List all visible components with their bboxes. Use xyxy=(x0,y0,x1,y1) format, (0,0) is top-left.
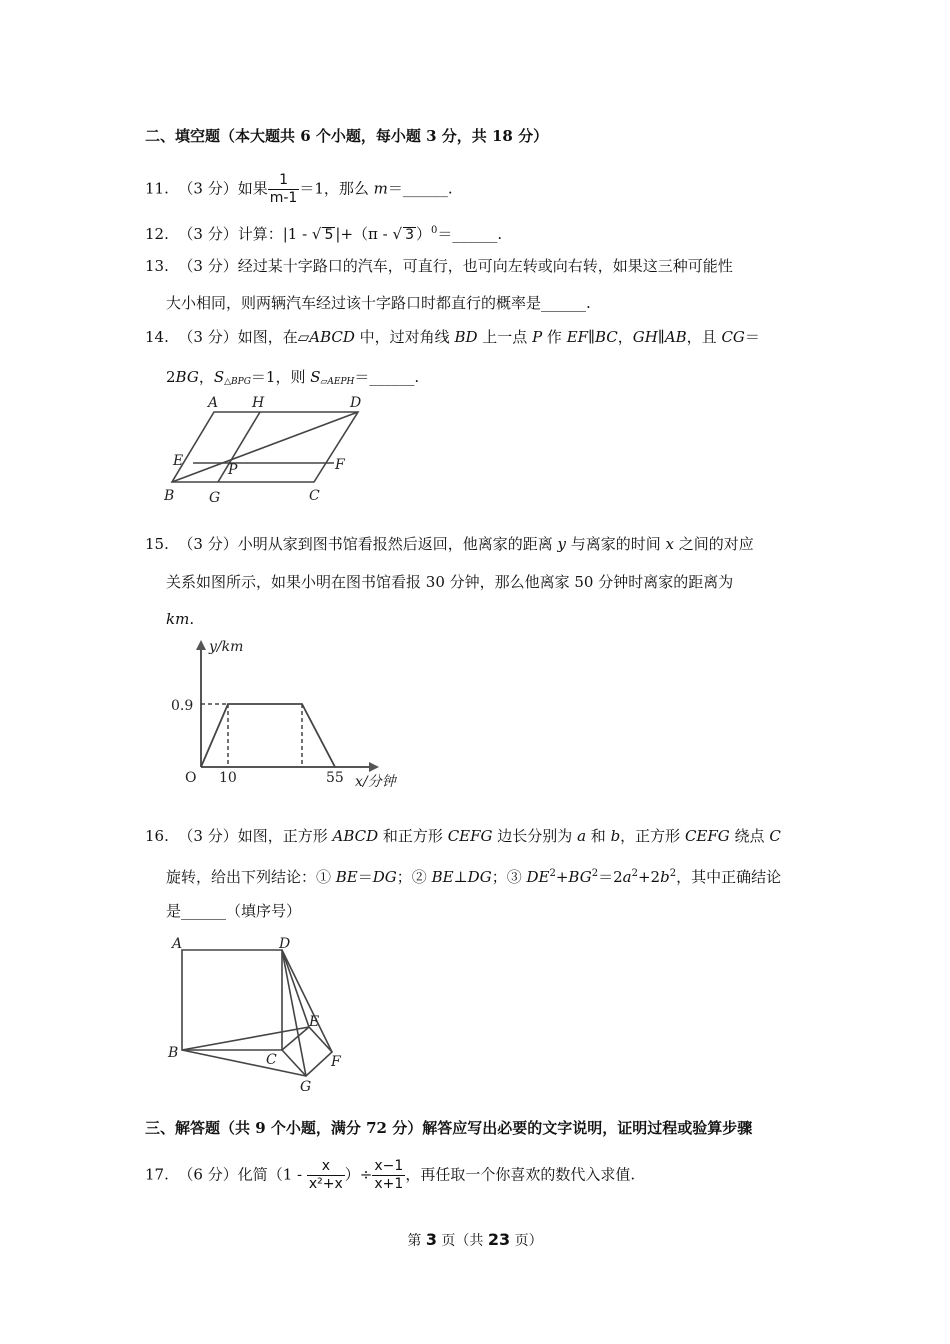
question-text: 中，过对角线 xyxy=(354,328,455,346)
question-text: ， xyxy=(617,328,633,346)
footer-text: 页（共 xyxy=(436,1233,488,1249)
question-text: 之间的对应 xyxy=(674,535,754,553)
question-text: + xyxy=(555,868,569,886)
squares-figure xyxy=(162,930,352,1098)
question-text: ＝ xyxy=(357,868,373,886)
question-number: 12. xyxy=(145,225,169,243)
distance-time-graph xyxy=(165,636,410,794)
question-16 xyxy=(145,826,781,846)
question-text: ，再任取一个你喜欢的数代入求值. xyxy=(405,1165,636,1184)
question-number: 11. xyxy=(145,179,169,198)
segment-de xyxy=(282,950,309,1027)
footer-text: 第 xyxy=(407,1233,426,1249)
question-text: （3 分）计算：|1 - xyxy=(178,225,312,243)
segment-be xyxy=(182,1027,309,1050)
fraction-denominator: x²+x xyxy=(308,1176,343,1192)
question-text: ， xyxy=(198,368,214,386)
point-label: C xyxy=(309,488,320,504)
question-text: ＝1，那么 xyxy=(299,179,374,198)
exponent: 2 xyxy=(591,868,599,879)
point-label: A xyxy=(172,936,183,952)
point-label: D xyxy=(350,395,362,411)
question-text: 上一点 xyxy=(477,328,533,346)
question-text: ＝1，则 xyxy=(250,368,311,386)
question-16-line-3: 是______（填序号） xyxy=(166,902,302,920)
question-text: 和 xyxy=(586,827,611,845)
math-term: DE xyxy=(526,868,550,886)
fraction-numerator: x−1 xyxy=(374,1158,404,1174)
math-term: BE xyxy=(431,868,454,886)
exponent: 0 xyxy=(431,225,438,236)
answer-blank: ＝______. xyxy=(354,368,420,386)
question-14 xyxy=(145,327,760,347)
question-text: 作 xyxy=(542,328,567,346)
math-term: a xyxy=(577,827,587,845)
total-pages: 23 xyxy=(487,1230,511,1249)
footer-text: 页） xyxy=(510,1233,543,1249)
y-tick-label: 0.9 xyxy=(171,698,194,714)
question-15 xyxy=(145,534,754,554)
parallelogram-figure xyxy=(160,392,370,510)
math-term: DG xyxy=(467,868,492,886)
question-number: 15. xyxy=(145,535,169,553)
answer-blank: ＝______. xyxy=(437,225,503,243)
math-term: b xyxy=(660,868,670,886)
question-14-line-2 xyxy=(166,367,419,392)
question-text: （3 分）小明从家到图书馆看报然后返回，他离家的距离 xyxy=(178,535,558,553)
question-13-line-2: 大小相同，则两辆汽车经过该十字路口时都直行的概率是______. xyxy=(166,294,591,312)
question-text: 边长分别为 xyxy=(492,827,578,845)
point-label: D xyxy=(279,936,291,952)
distance-curve xyxy=(201,704,335,767)
math-term: ABCD xyxy=(332,827,379,845)
question-text: ∥ xyxy=(657,328,665,346)
point-label: B xyxy=(164,488,175,504)
fraction-numerator: 1 xyxy=(268,172,300,190)
exponent: 2 xyxy=(631,868,638,879)
fraction xyxy=(372,1158,405,1193)
exponent: 2 xyxy=(549,868,556,879)
math-term: BG xyxy=(175,368,199,386)
question-17 xyxy=(145,1158,635,1193)
question-text: （3 分）如果 xyxy=(178,179,268,198)
math-term: CEFG xyxy=(447,827,493,845)
point-label: B xyxy=(168,1045,179,1061)
question-12 xyxy=(145,221,502,244)
radicand: 5 xyxy=(324,227,334,243)
math-term: CG xyxy=(721,328,745,346)
origin-label: O xyxy=(185,770,197,786)
math-term: C xyxy=(769,827,781,845)
math-term: BG xyxy=(568,868,592,886)
segment-df xyxy=(282,950,332,1052)
math-term: S xyxy=(213,368,225,386)
math-term: a xyxy=(622,868,632,886)
math-term: y xyxy=(557,535,566,553)
x-axis-label: x/分钟 xyxy=(355,774,396,790)
math-term: GH xyxy=(632,328,658,346)
point-label: F xyxy=(335,457,345,473)
question-text: ，其中正确结论 xyxy=(676,868,782,886)
math-term: BD xyxy=(454,328,478,346)
question-text: 绕点 xyxy=(729,827,770,845)
point-label: E xyxy=(309,1014,320,1030)
question-11 xyxy=(145,172,453,207)
fraction xyxy=(268,172,300,207)
variable: m xyxy=(373,179,388,198)
square-cefg xyxy=(282,1027,332,1076)
question-number: 16. xyxy=(145,827,169,845)
question-text: ，且 xyxy=(686,328,722,346)
point-label: F xyxy=(331,1054,341,1070)
point-label: E xyxy=(173,453,184,469)
math-term: EF xyxy=(566,328,589,346)
x-axis-arrow-icon xyxy=(369,762,379,772)
segment-bg xyxy=(182,1050,306,1076)
question-text: ，正方形 xyxy=(620,827,685,845)
question-text: （3 分）如图，在▱ xyxy=(178,328,310,346)
radicand: 3 xyxy=(405,227,414,243)
question-text: ） xyxy=(415,225,431,243)
question-text: ；③ xyxy=(491,868,527,886)
point-label: H xyxy=(252,395,265,411)
math-term: DG xyxy=(372,868,397,886)
math-term: P xyxy=(532,328,543,346)
page-number: 3 xyxy=(425,1230,437,1249)
question-text: （3 分）如图，正方形 xyxy=(178,827,333,845)
point-label: C xyxy=(266,1052,277,1068)
point-label: A xyxy=(208,395,219,411)
radical-sign: √ xyxy=(311,225,322,243)
math-term: BE xyxy=(335,868,358,886)
question-text: 旋转，给出下列结论：① xyxy=(166,868,336,886)
question-text: ∥ xyxy=(588,328,595,346)
subscript: ▱AEPH xyxy=(320,377,355,387)
point-label: P xyxy=(228,462,238,478)
question-text: （6 分）化简（1 - xyxy=(178,1165,307,1184)
question-number: 17. xyxy=(145,1165,169,1184)
question-text: ＝ xyxy=(744,328,760,346)
question-15-line-2: 关系如图所示，如果小明在图书馆看报 30 分钟，那么他离家 50 分钟时离家的距离为 xyxy=(166,573,734,591)
page-footer xyxy=(0,1230,950,1250)
fraction-numerator: x xyxy=(307,1158,345,1176)
question-number: 14. xyxy=(145,328,169,346)
question-text: 和正方形 xyxy=(378,827,448,845)
math-term: x xyxy=(665,535,674,553)
math-term: b xyxy=(610,827,621,845)
question-text: ；② xyxy=(396,868,432,886)
diagonal-bd xyxy=(172,412,358,482)
x-tick-label: 10 xyxy=(219,770,237,786)
fraction-denominator: m-1 xyxy=(269,190,298,206)
math-term: ABCD xyxy=(309,328,355,346)
segment-dg xyxy=(282,950,306,1076)
exponent: 2 xyxy=(669,868,677,879)
y-axis-label: y/km xyxy=(209,639,244,655)
x-tick-label: 55 xyxy=(326,770,344,786)
point-label: G xyxy=(209,490,221,506)
section-2-title: 二、填空题（本大题共 6 个小题，每小题 3 分，共 18 分） xyxy=(145,127,549,145)
question-text: 与离家的时间 xyxy=(565,535,666,553)
question-text: ⊥ xyxy=(453,868,468,886)
question-text: . xyxy=(189,610,195,628)
math-term: BC xyxy=(595,328,618,346)
point-label: G xyxy=(300,1079,312,1095)
unit: km xyxy=(166,610,190,628)
section-3-title: 三、解答题（共 9 个小题，满分 72 分）解答应写出必要的文字说明，证明过程或验算步骤 xyxy=(145,1119,753,1137)
question-15-line-3 xyxy=(166,609,194,629)
question-text: |+（π - xyxy=(335,225,393,243)
y-axis-arrow-icon xyxy=(196,640,206,650)
question-text: +2 xyxy=(637,868,661,886)
math-term: CEFG xyxy=(684,827,730,845)
question-text: 2 xyxy=(166,368,176,386)
question-number: 13. xyxy=(145,257,169,275)
question-text: ）÷ xyxy=(344,1165,373,1184)
question-16-line-2 xyxy=(166,864,781,887)
question-13 xyxy=(145,256,733,276)
radical-sign: √ xyxy=(392,225,403,243)
question-text: ＝2 xyxy=(598,868,623,886)
math-term: S xyxy=(310,368,321,386)
fraction xyxy=(307,1158,345,1193)
fraction-denominator: x+1 xyxy=(374,1176,404,1192)
subscript: △BPG xyxy=(224,377,251,387)
question-text: （3 分）经过某十字路口的汽车，可直行，也可向左转或向右转，如果这三种可能性 xyxy=(178,257,733,275)
segment-gh xyxy=(218,412,260,482)
math-term: AB xyxy=(664,328,687,346)
answer-blank: ＝______. xyxy=(387,179,453,198)
